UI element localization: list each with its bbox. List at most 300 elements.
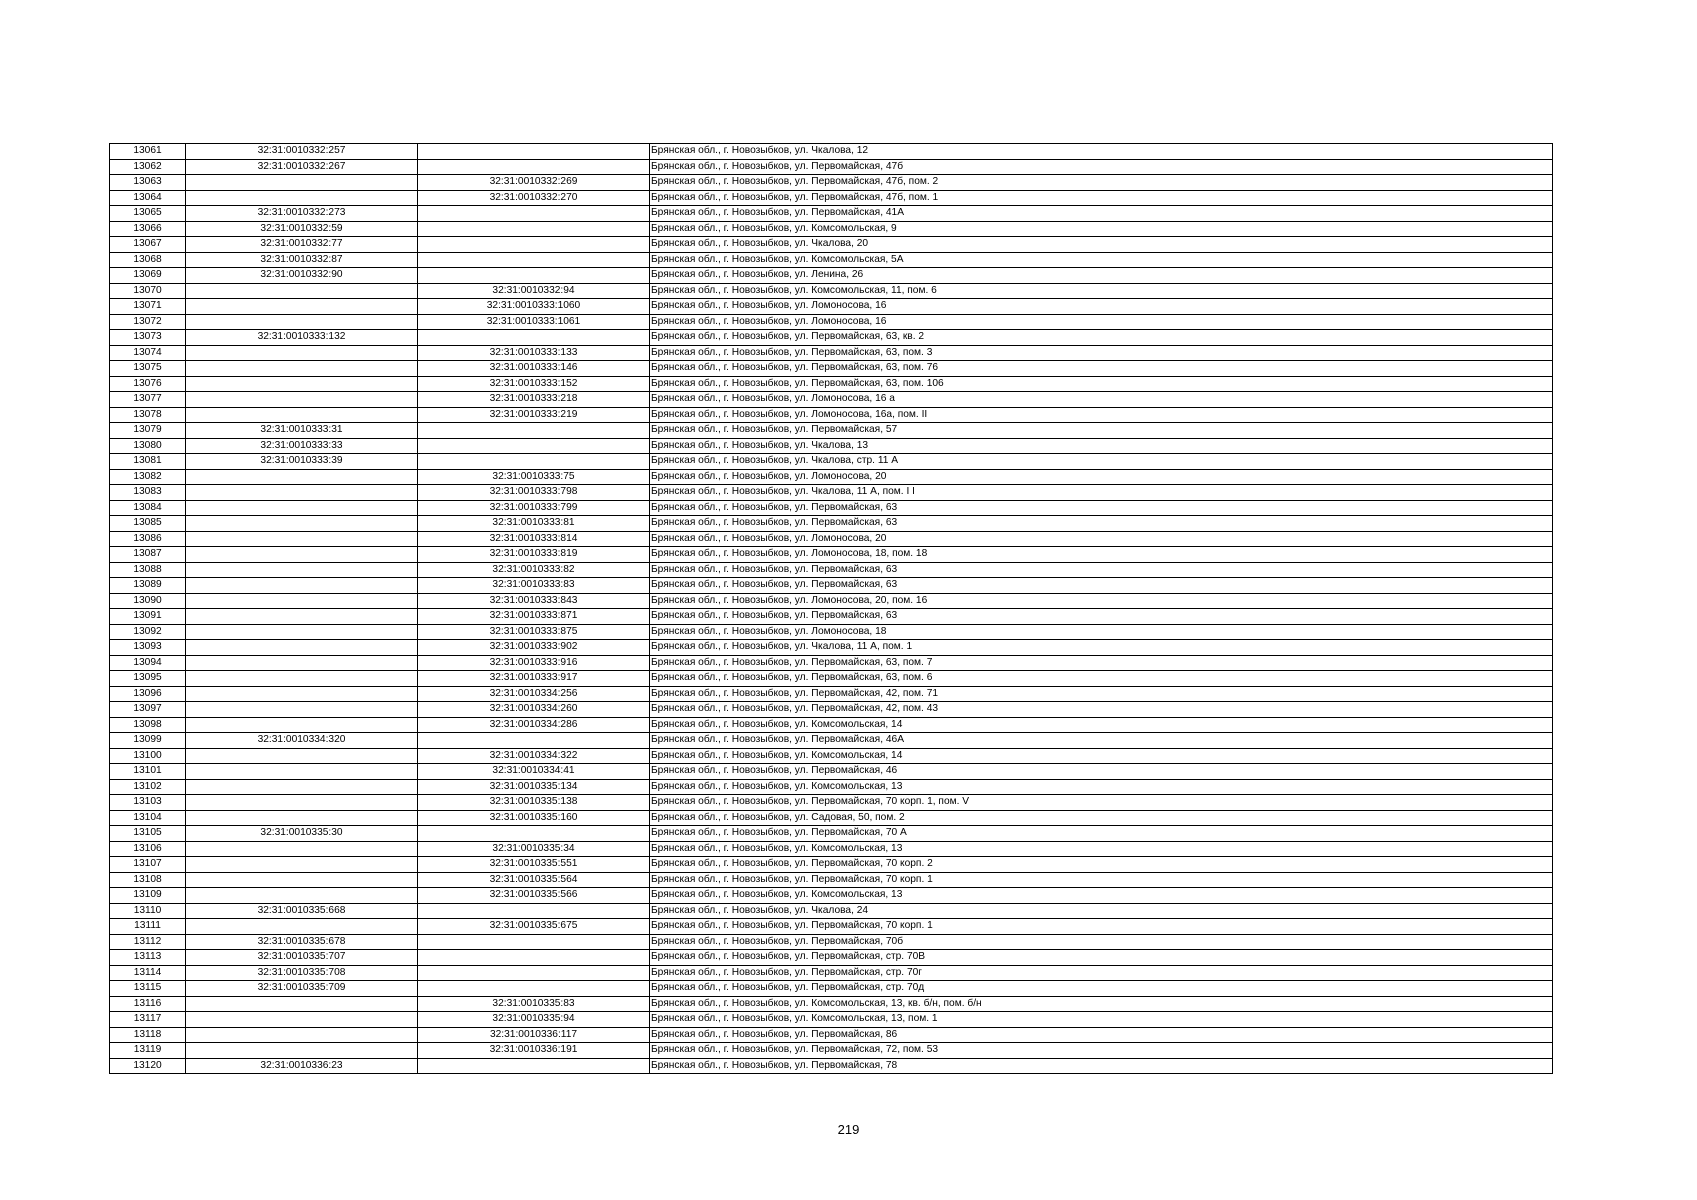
- address-cell: Брянская обл., г. Новозыбков, ул. Чкалова, 12: [650, 144, 1553, 160]
- table-row: [110, 237, 1553, 253]
- row-number-cell: 13065: [110, 206, 186, 222]
- cadastral-parcel-number-cell: 32:31:0010332:273: [186, 206, 418, 222]
- table-row: [110, 469, 1553, 485]
- row-number-cell: 13063: [110, 175, 186, 191]
- address-cell: Брянская обл., г. Новозыбков, ул. Первомайская, 70 корп. 1, пом. V: [650, 795, 1553, 811]
- cadastral-parcel-number-cell: [186, 376, 418, 392]
- row-number-cell: 13119: [110, 1043, 186, 1059]
- row-number-cell: 13111: [110, 919, 186, 935]
- cadastral-object-number-cell: [418, 733, 650, 749]
- row-number-cell: 13092: [110, 624, 186, 640]
- row-number-cell: 13075: [110, 361, 186, 377]
- cadastral-object-number-cell: 32:31:0010336:117: [418, 1027, 650, 1043]
- cadastral-parcel-number-cell: [186, 392, 418, 408]
- row-number-cell: 13088: [110, 562, 186, 578]
- table-row: [110, 206, 1553, 222]
- cadastral-parcel-number-cell: [186, 485, 418, 501]
- table-row: [110, 283, 1553, 299]
- table-row: [110, 1043, 1553, 1059]
- cadastral-object-number-cell: 32:31:0010335:83: [418, 996, 650, 1012]
- row-number-cell: 13109: [110, 888, 186, 904]
- cadastral-parcel-number-cell: 32:31:0010333:132: [186, 330, 418, 346]
- address-cell: Брянская обл., г. Новозыбков, ул. Первомайская, 63: [650, 578, 1553, 594]
- table-row: [110, 392, 1553, 408]
- address-cell: Брянская обл., г. Новозыбков, ул. Чкалова, 20: [650, 237, 1553, 253]
- cadastral-parcel-number-cell: [186, 547, 418, 563]
- address-cell: Брянская обл., г. Новозыбков, ул. Первомайская, 63, пом. 6: [650, 671, 1553, 687]
- cadastral-object-number-cell: [418, 423, 650, 439]
- cadastral-parcel-number-cell: [186, 857, 418, 873]
- cadastral-object-number-cell: [418, 1058, 650, 1074]
- table-row: [110, 764, 1553, 780]
- address-cell: Брянская обл., г. Новозыбков, ул. Комсомольская, 5А: [650, 252, 1553, 268]
- address-cell: Брянская обл., г. Новозыбков, ул. Первомайская, 41А: [650, 206, 1553, 222]
- cadastral-parcel-number-cell: 32:31:0010336:23: [186, 1058, 418, 1074]
- address-cell: Брянская обл., г. Новозыбков, ул. Комсомольская, 13: [650, 841, 1553, 857]
- cadastral-object-number-cell: 32:31:0010333:799: [418, 500, 650, 516]
- row-number-cell: 13093: [110, 640, 186, 656]
- address-cell: Брянская обл., г. Новозыбков, ул. Первомайская, 63: [650, 500, 1553, 516]
- address-cell: Брянская обл., г. Новозыбков, ул. Первомайская, 47б, пом. 1: [650, 190, 1553, 206]
- cadastral-object-number-cell: 32:31:0010333:819: [418, 547, 650, 563]
- address-cell: Брянская обл., г. Новозыбков, ул. Первомайская, 47б, пом. 2: [650, 175, 1553, 191]
- row-number-cell: 13087: [110, 547, 186, 563]
- cadastral-parcel-number-cell: [186, 640, 418, 656]
- cadastral-object-number-cell: 32:31:0010335:160: [418, 810, 650, 826]
- cadastral-object-number-cell: 32:31:0010335:566: [418, 888, 650, 904]
- table-row: [110, 795, 1553, 811]
- address-cell: Брянская обл., г. Новозыбков, ул. Ломоносова, 18: [650, 624, 1553, 640]
- row-number-cell: 13061: [110, 144, 186, 160]
- cadastral-parcel-number-cell: 32:31:0010333:31: [186, 423, 418, 439]
- registry-body: [110, 144, 1553, 1074]
- address-cell: Брянская обл., г. Новозыбков, ул. Первомайская, 72, пом. 53: [650, 1043, 1553, 1059]
- table-row: [110, 345, 1553, 361]
- table-row: [110, 624, 1553, 640]
- cadastral-object-number-cell: 32:31:0010335:94: [418, 1012, 650, 1028]
- table-row: [110, 593, 1553, 609]
- address-cell: Брянская обл., г. Новозыбков, ул. Первомайская, стр. 70д: [650, 981, 1553, 997]
- cadastral-object-number-cell: [418, 159, 650, 175]
- address-cell: Брянская обл., г. Новозыбков, ул. Первомайская, 63: [650, 562, 1553, 578]
- cadastral-object-number-cell: 32:31:0010333:871: [418, 609, 650, 625]
- cadastral-object-number-cell: [418, 268, 650, 284]
- table-row: [110, 299, 1553, 315]
- cadastral-object-number-cell: [418, 826, 650, 842]
- cadastral-object-number-cell: [418, 221, 650, 237]
- table-row: [110, 485, 1553, 501]
- cadastral-object-number-cell: 32:31:0010333:146: [418, 361, 650, 377]
- table-row: [110, 996, 1553, 1012]
- address-cell: Брянская обл., г. Новозыбков, ул. Садовая, 50, пом. 2: [650, 810, 1553, 826]
- cadastral-object-number-cell: 32:31:0010333:82: [418, 562, 650, 578]
- cadastral-parcel-number-cell: [186, 1027, 418, 1043]
- row-number-cell: 13072: [110, 314, 186, 330]
- address-cell: Брянская обл., г. Новозыбков, ул. Первомайская, стр. 70г: [650, 965, 1553, 981]
- address-cell: Брянская обл., г. Новозыбков, ул. Первомайская, 70б: [650, 934, 1553, 950]
- cadastral-object-number-cell: [418, 252, 650, 268]
- cadastral-parcel-number-cell: [186, 655, 418, 671]
- cadastral-parcel-number-cell: [186, 407, 418, 423]
- cadastral-parcel-number-cell: 32:31:0010332:59: [186, 221, 418, 237]
- cadastral-object-number-cell: 32:31:0010333:219: [418, 407, 650, 423]
- cadastral-parcel-number-cell: [186, 609, 418, 625]
- table-row: [110, 144, 1553, 160]
- cadastral-parcel-number-cell: 32:31:0010332:267: [186, 159, 418, 175]
- table-row: [110, 500, 1553, 516]
- table-row: [110, 965, 1553, 981]
- table-row: [110, 531, 1553, 547]
- cadastral-object-number-cell: 32:31:0010333:814: [418, 531, 650, 547]
- cadastral-object-number-cell: [418, 950, 650, 966]
- cadastral-object-number-cell: 32:31:0010333:83: [418, 578, 650, 594]
- address-cell: Брянская обл., г. Новозыбков, ул. Первомайская, 46: [650, 764, 1553, 780]
- table-row: [110, 655, 1553, 671]
- cadastral-object-number-cell: 32:31:0010333:916: [418, 655, 650, 671]
- cadastral-object-number-cell: 32:31:0010332:94: [418, 283, 650, 299]
- cadastral-parcel-number-cell: 32:31:0010334:320: [186, 733, 418, 749]
- row-number-cell: 13103: [110, 795, 186, 811]
- row-number-cell: 13107: [110, 857, 186, 873]
- address-cell: Брянская обл., г. Новозыбков, ул. Комсомольская, 14: [650, 717, 1553, 733]
- address-cell: Брянская обл., г. Новозыбков, ул. Первомайская, 47б: [650, 159, 1553, 175]
- table-row: [110, 438, 1553, 454]
- cadastral-parcel-number-cell: [186, 593, 418, 609]
- table-row: [110, 779, 1553, 795]
- cadastral-parcel-number-cell: [186, 748, 418, 764]
- address-cell: Брянская обл., г. Новозыбков, ул. Первомайская, 70 А: [650, 826, 1553, 842]
- cadastral-parcel-number-cell: 32:31:0010335:708: [186, 965, 418, 981]
- table-row: [110, 361, 1553, 377]
- cadastral-parcel-number-cell: [186, 717, 418, 733]
- row-number-cell: 13084: [110, 500, 186, 516]
- table-row: [110, 748, 1553, 764]
- address-cell: Брянская обл., г. Новозыбков, ул. Первомайская, 78: [650, 1058, 1553, 1074]
- address-cell: Брянская обл., г. Новозыбков, ул. Первомайская, 70 корп. 2: [650, 857, 1553, 873]
- address-cell: Брянская обл., г. Новозыбков, ул. Первомайская, 63, пом. 7: [650, 655, 1553, 671]
- row-number-cell: 13120: [110, 1058, 186, 1074]
- cadastral-object-number-cell: 32:31:0010335:551: [418, 857, 650, 873]
- table-row: [110, 1027, 1553, 1043]
- table-row: [110, 578, 1553, 594]
- table-row: [110, 702, 1553, 718]
- table-row: [110, 314, 1553, 330]
- cadastral-parcel-number-cell: [186, 578, 418, 594]
- cadastral-object-number-cell: [418, 934, 650, 950]
- table-row: [110, 733, 1553, 749]
- table-row: [110, 376, 1553, 392]
- row-number-cell: 13108: [110, 872, 186, 888]
- row-number-cell: 13110: [110, 903, 186, 919]
- cadastral-parcel-number-cell: [186, 671, 418, 687]
- cadastral-object-number-cell: 32:31:0010335:134: [418, 779, 650, 795]
- address-cell: Брянская обл., г. Новозыбков, ул. Первомайская, 57: [650, 423, 1553, 439]
- address-cell: Брянская обл., г. Новозыбков, ул. Комсомольская, 14: [650, 748, 1553, 764]
- cadastral-parcel-number-cell: [186, 996, 418, 1012]
- cadastral-parcel-number-cell: [186, 299, 418, 315]
- row-number-cell: 13070: [110, 283, 186, 299]
- row-number-cell: 13100: [110, 748, 186, 764]
- cadastral-parcel-number-cell: [186, 283, 418, 299]
- cadastral-parcel-number-cell: [186, 888, 418, 904]
- table-row: [110, 1058, 1553, 1074]
- address-cell: Брянская обл., г. Новозыбков, ул. Первомайская, 70 корп. 1: [650, 872, 1553, 888]
- cadastral-object-number-cell: 32:31:0010333:152: [418, 376, 650, 392]
- address-cell: Брянская обл., г. Новозыбков, ул. Первомайская, 70 корп. 1: [650, 919, 1553, 935]
- cadastral-object-number-cell: [418, 144, 650, 160]
- table-row: [110, 826, 1553, 842]
- table-row: [110, 686, 1553, 702]
- address-cell: Брянская обл., г. Новозыбков, ул. Чкалова, 24: [650, 903, 1553, 919]
- cadastral-parcel-number-cell: 32:31:0010333:39: [186, 454, 418, 470]
- cadastral-object-number-cell: 32:31:0010335:675: [418, 919, 650, 935]
- cadastral-object-number-cell: 32:31:0010334:41: [418, 764, 650, 780]
- cadastral-object-number-cell: 32:31:0010333:133: [418, 345, 650, 361]
- table-row: [110, 423, 1553, 439]
- cadastral-object-number-cell: 32:31:0010333:798: [418, 485, 650, 501]
- cadastral-object-number-cell: [418, 438, 650, 454]
- cadastral-parcel-number-cell: [186, 175, 418, 191]
- cadastral-object-number-cell: 32:31:0010335:138: [418, 795, 650, 811]
- row-number-cell: 13081: [110, 454, 186, 470]
- cadastral-parcel-number-cell: 32:31:0010335:707: [186, 950, 418, 966]
- table-row: [110, 903, 1553, 919]
- cadastral-parcel-number-cell: 32:31:0010335:709: [186, 981, 418, 997]
- table-row: [110, 671, 1553, 687]
- row-number-cell: 13073: [110, 330, 186, 346]
- row-number-cell: 13097: [110, 702, 186, 718]
- address-cell: Брянская обл., г. Новозыбков, ул. Ломоносова, 20, пом. 16: [650, 593, 1553, 609]
- address-cell: Брянская обл., г. Новозыбков, ул. Первомайская, 63, кв. 2: [650, 330, 1553, 346]
- row-number-cell: 13077: [110, 392, 186, 408]
- table-row: [110, 950, 1553, 966]
- cadastral-parcel-number-cell: 32:31:0010335:30: [186, 826, 418, 842]
- cadastral-parcel-number-cell: [186, 764, 418, 780]
- table-row: [110, 919, 1553, 935]
- address-cell: Брянская обл., г. Новозыбков, ул. Чкалова, 11 А, пом. 1: [650, 640, 1553, 656]
- table-row: [110, 159, 1553, 175]
- row-number-cell: 13062: [110, 159, 186, 175]
- row-number-cell: 13091: [110, 609, 186, 625]
- row-number-cell: 13112: [110, 934, 186, 950]
- row-number-cell: 13089: [110, 578, 186, 594]
- address-cell: Брянская обл., г. Новозыбков, ул. Комсомольская, 13, кв. б/н, пом. б/н: [650, 996, 1553, 1012]
- address-cell: Брянская обл., г. Новозыбков, ул. Ленина, 26: [650, 268, 1553, 284]
- cadastral-parcel-number-cell: [186, 345, 418, 361]
- address-cell: Брянская обл., г. Новозыбков, ул. Ломоносова, 16 а: [650, 392, 1553, 408]
- cadastral-object-number-cell: 32:31:0010334:322: [418, 748, 650, 764]
- address-cell: Брянская обл., г. Новозыбков, ул. Первомайская, стр. 70В: [650, 950, 1553, 966]
- table-row: [110, 1012, 1553, 1028]
- cadastral-object-number-cell: 32:31:0010334:260: [418, 702, 650, 718]
- row-number-cell: 13106: [110, 841, 186, 857]
- cadastral-parcel-number-cell: [186, 469, 418, 485]
- table-row: [110, 872, 1553, 888]
- address-cell: Брянская обл., г. Новозыбков, ул. Первомайская, 42, пом. 71: [650, 686, 1553, 702]
- cadastral-object-number-cell: 32:31:0010333:75: [418, 469, 650, 485]
- cadastral-parcel-number-cell: [186, 624, 418, 640]
- row-number-cell: 13090: [110, 593, 186, 609]
- table-row: [110, 407, 1553, 423]
- row-number-cell: 13096: [110, 686, 186, 702]
- table-row: [110, 810, 1553, 826]
- cadastral-object-number-cell: 32:31:0010335:564: [418, 872, 650, 888]
- cadastral-object-number-cell: 32:31:0010335:34: [418, 841, 650, 857]
- table-row: [110, 221, 1553, 237]
- cadastral-object-number-cell: 32:31:0010333:1060: [418, 299, 650, 315]
- cadastral-object-number-cell: 32:31:0010332:270: [418, 190, 650, 206]
- cadastral-object-number-cell: 32:31:0010332:269: [418, 175, 650, 191]
- row-number-cell: 13094: [110, 655, 186, 671]
- row-number-cell: 13079: [110, 423, 186, 439]
- cadastral-object-number-cell: 32:31:0010333:843: [418, 593, 650, 609]
- address-cell: Брянская обл., г. Новозыбков, ул. Первомайская, 63: [650, 516, 1553, 532]
- cadastral-object-number-cell: 32:31:0010333:875: [418, 624, 650, 640]
- row-number-cell: 13085: [110, 516, 186, 532]
- row-number-cell: 13069: [110, 268, 186, 284]
- cadastral-parcel-number-cell: [186, 562, 418, 578]
- cadastral-object-number-cell: [418, 237, 650, 253]
- row-number-cell: 13099: [110, 733, 186, 749]
- row-number-cell: 13082: [110, 469, 186, 485]
- cadastral-parcel-number-cell: [186, 810, 418, 826]
- row-number-cell: 13074: [110, 345, 186, 361]
- cadastral-object-number-cell: [418, 330, 650, 346]
- row-number-cell: 13117: [110, 1012, 186, 1028]
- table-row: [110, 934, 1553, 950]
- address-cell: Брянская обл., г. Новозыбков, ул. Ломоносова, 16: [650, 299, 1553, 315]
- table-row: [110, 717, 1553, 733]
- cadastral-parcel-number-cell: [186, 531, 418, 547]
- cadastral-object-number-cell: 32:31:0010334:256: [418, 686, 650, 702]
- cadastral-parcel-number-cell: 32:31:0010332:257: [186, 144, 418, 160]
- table-row: [110, 857, 1553, 873]
- row-number-cell: 13067: [110, 237, 186, 253]
- row-number-cell: 13118: [110, 1027, 186, 1043]
- row-number-cell: 13064: [110, 190, 186, 206]
- cadastral-object-number-cell: 32:31:0010333:917: [418, 671, 650, 687]
- table-row: [110, 981, 1553, 997]
- address-cell: Брянская обл., г. Новозыбков, ул. Чкалова, 11 А, пом. I I: [650, 485, 1553, 501]
- address-cell: Брянская обл., г. Новозыбков, ул. Чкалова, 13: [650, 438, 1553, 454]
- address-cell: Брянская обл., г. Новозыбков, ул. Первомайская, 63, пом. 106: [650, 376, 1553, 392]
- cadastral-object-number-cell: 32:31:0010333:1061: [418, 314, 650, 330]
- address-cell: Брянская обл., г. Новозыбков, ул. Ломоносова, 16: [650, 314, 1553, 330]
- address-cell: Брянская обл., г. Новозыбков, ул. Комсомольская, 13, пом. 1: [650, 1012, 1553, 1028]
- table-row: [110, 562, 1553, 578]
- row-number-cell: 13080: [110, 438, 186, 454]
- cadastral-parcel-number-cell: [186, 872, 418, 888]
- page-number: 219: [837, 1122, 860, 1137]
- row-number-cell: 13071: [110, 299, 186, 315]
- registry-table: [109, 143, 1553, 1074]
- cadastral-object-number-cell: [418, 454, 650, 470]
- cadastral-parcel-number-cell: 32:31:0010332:77: [186, 237, 418, 253]
- cadastral-parcel-number-cell: [186, 314, 418, 330]
- cadastral-object-number-cell: 32:31:0010333:902: [418, 640, 650, 656]
- cadastral-parcel-number-cell: [186, 686, 418, 702]
- row-number-cell: 13113: [110, 950, 186, 966]
- address-cell: Брянская обл., г. Новозыбков, ул. Чкалова, стр. 11 А: [650, 454, 1553, 470]
- row-number-cell: 13115: [110, 981, 186, 997]
- table-row: [110, 547, 1553, 563]
- cadastral-parcel-number-cell: 32:31:0010335:668: [186, 903, 418, 919]
- table-row: [110, 175, 1553, 191]
- address-cell: Брянская обл., г. Новозыбков, ул. Ломоносова, 20: [650, 531, 1553, 547]
- address-cell: Брянская обл., г. Новозыбков, ул. Первомайская, 63: [650, 609, 1553, 625]
- table-row: [110, 841, 1553, 857]
- address-cell: Брянская обл., г. Новозыбков, ул. Комсомольская, 9: [650, 221, 1553, 237]
- cadastral-object-number-cell: [418, 965, 650, 981]
- address-cell: Брянская обл., г. Новозыбков, ул. Комсомольская, 11, пом. 6: [650, 283, 1553, 299]
- row-number-cell: 13116: [110, 996, 186, 1012]
- address-cell: Брянская обл., г. Новозыбков, ул. Первомайская, 46А: [650, 733, 1553, 749]
- address-cell: Брянская обл., г. Новозыбков, ул. Ломоносова, 16а, пом. II: [650, 407, 1553, 423]
- cadastral-object-number-cell: 32:31:0010333:81: [418, 516, 650, 532]
- row-number-cell: 13078: [110, 407, 186, 423]
- cadastral-object-number-cell: [418, 981, 650, 997]
- table-row: [110, 516, 1553, 532]
- cadastral-parcel-number-cell: [186, 500, 418, 516]
- row-number-cell: 13102: [110, 779, 186, 795]
- table-row: [110, 190, 1553, 206]
- table-row: [110, 454, 1553, 470]
- table-row: [110, 268, 1553, 284]
- cadastral-parcel-number-cell: [186, 841, 418, 857]
- cadastral-parcel-number-cell: 32:31:0010332:90: [186, 268, 418, 284]
- cadastral-parcel-number-cell: [186, 1012, 418, 1028]
- address-cell: Брянская обл., г. Новозыбков, ул. Ломоносова, 20: [650, 469, 1553, 485]
- row-number-cell: 13114: [110, 965, 186, 981]
- row-number-cell: 13095: [110, 671, 186, 687]
- cadastral-object-number-cell: [418, 206, 650, 222]
- row-number-cell: 13076: [110, 376, 186, 392]
- address-cell: Брянская обл., г. Новозыбков, ул. Комсомольская, 13: [650, 779, 1553, 795]
- table-row: [110, 330, 1553, 346]
- row-number-cell: 13083: [110, 485, 186, 501]
- cadastral-parcel-number-cell: [186, 1043, 418, 1059]
- table-row: [110, 888, 1553, 904]
- address-cell: Брянская обл., г. Новозыбков, ул. Первомайская, 42, пом. 43: [650, 702, 1553, 718]
- cadastral-object-number-cell: 32:31:0010333:218: [418, 392, 650, 408]
- table-row: [110, 609, 1553, 625]
- cadastral-parcel-number-cell: 32:31:0010332:87: [186, 252, 418, 268]
- table-row: [110, 252, 1553, 268]
- cadastral-parcel-number-cell: [186, 779, 418, 795]
- cadastral-parcel-number-cell: [186, 702, 418, 718]
- cadastral-parcel-number-cell: 32:31:0010335:678: [186, 934, 418, 950]
- table-row: [110, 640, 1553, 656]
- cadastral-object-number-cell: 32:31:0010334:286: [418, 717, 650, 733]
- row-number-cell: 13086: [110, 531, 186, 547]
- address-cell: Брянская обл., г. Новозыбков, ул. Ломоносова, 18, пом. 18: [650, 547, 1553, 563]
- row-number-cell: 13068: [110, 252, 186, 268]
- row-number-cell: 13104: [110, 810, 186, 826]
- cadastral-object-number-cell: [418, 903, 650, 919]
- cadastral-parcel-number-cell: 32:31:0010333:33: [186, 438, 418, 454]
- cadastral-parcel-number-cell: [186, 190, 418, 206]
- address-cell: Брянская обл., г. Новозыбков, ул. Комсомольская, 13: [650, 888, 1553, 904]
- address-cell: Брянская обл., г. Новозыбков, ул. Первомайская, 86: [650, 1027, 1553, 1043]
- row-number-cell: 13066: [110, 221, 186, 237]
- row-number-cell: 13101: [110, 764, 186, 780]
- address-cell: Брянская обл., г. Новозыбков, ул. Первомайская, 63, пом. 3: [650, 345, 1553, 361]
- row-number-cell: 13098: [110, 717, 186, 733]
- row-number-cell: 13105: [110, 826, 186, 842]
- cadastral-parcel-number-cell: [186, 919, 418, 935]
- cadastral-parcel-number-cell: [186, 516, 418, 532]
- address-cell: Брянская обл., г. Новозыбков, ул. Первомайская, 63, пом. 76: [650, 361, 1553, 377]
